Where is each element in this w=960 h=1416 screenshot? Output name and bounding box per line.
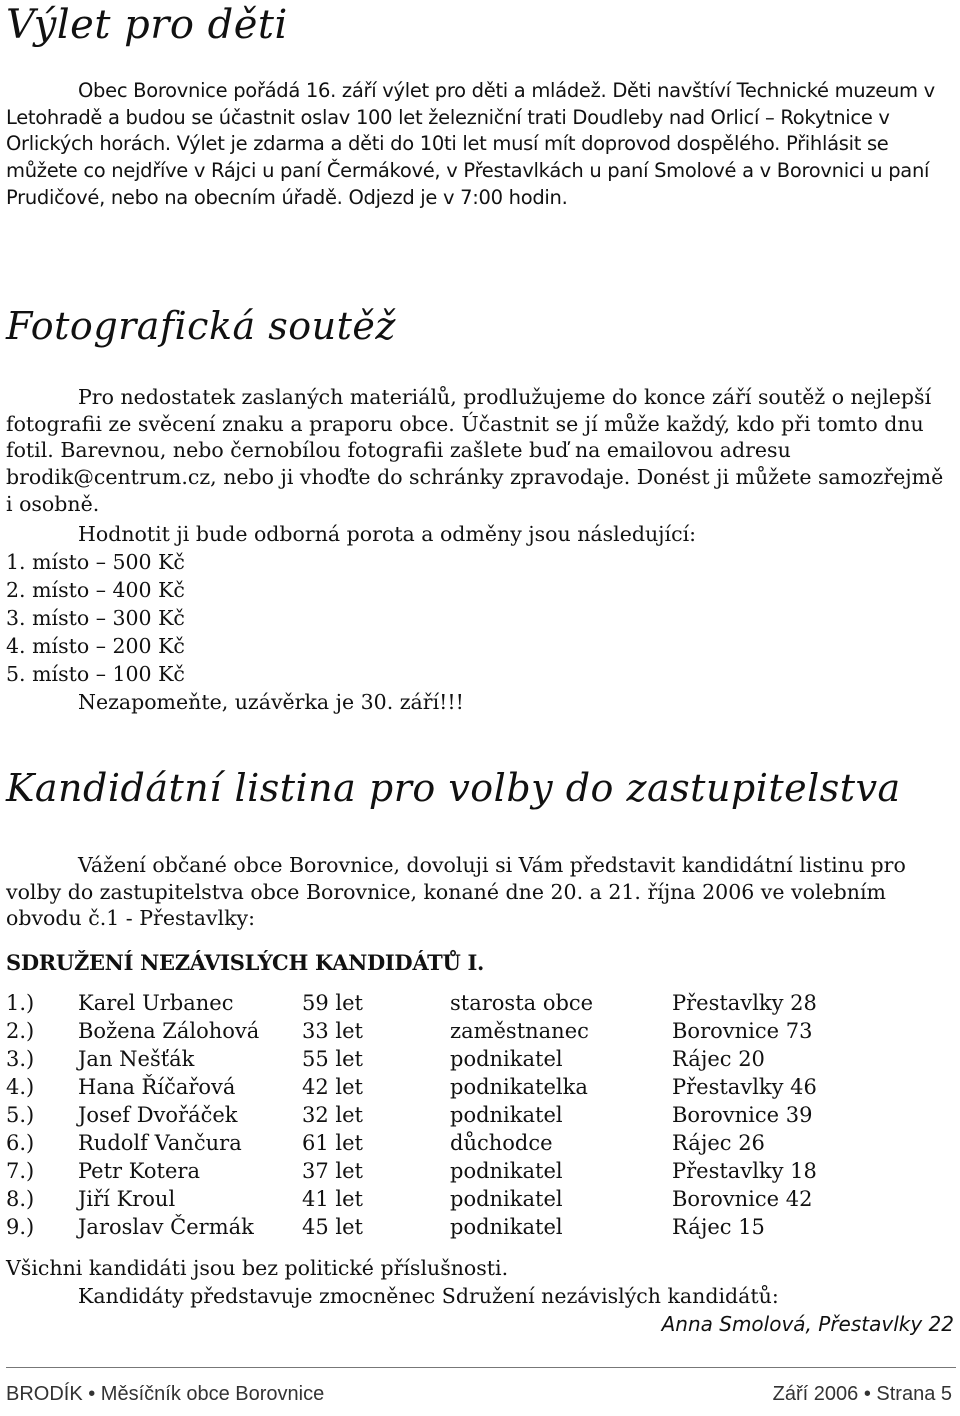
candidate-address: Přestavlky 28 — [672, 991, 817, 1015]
candidate-occupation: zaměstnanec — [450, 1019, 589, 1043]
prize-item: 2. místo – 400 Kč — [6, 578, 185, 602]
candidate-address: Rájec 26 — [672, 1131, 765, 1155]
candidate-address: Borovnice 39 — [672, 1103, 813, 1127]
candidate-number: 5.) — [6, 1103, 35, 1127]
candidate-number: 7.) — [6, 1159, 35, 1183]
prize-item: 3. místo – 300 Kč — [6, 606, 185, 630]
candidate-age: 33 let — [302, 1019, 363, 1043]
candidate-row — [6, 989, 817, 1017]
candidate-occupation: podnikatelka — [450, 1075, 588, 1099]
candidate-name: Karel Urbanec — [78, 991, 234, 1015]
candidate-name: Rudolf Vančura — [78, 1131, 242, 1155]
candidate-name: Jaroslav Čermák — [78, 1215, 254, 1239]
candidate-age: 37 let — [302, 1159, 363, 1183]
candidate-occupation: starosta obce — [450, 991, 594, 1015]
candidate-row — [6, 1157, 817, 1185]
candidate-name: Hana Říčařová — [78, 1075, 236, 1099]
candidate-number: 4.) — [6, 1075, 35, 1099]
candidate-occupation: podnikatel — [450, 1103, 563, 1127]
candidate-row — [6, 1129, 817, 1157]
candidate-number: 2.) — [6, 1019, 35, 1043]
candidates-paragraph: Vážení občané obce Borovnice, dovoluji si Vám představit kandidátní listinu pro volby do zastupitelstva obce Borovnice, konané dne 20. a 21. října 2006 ve volebním obvodu č.1 - Přestavlky: — [6, 853, 906, 931]
candidate-row — [6, 1073, 817, 1101]
prize-item: 1. místo – 500 Kč — [6, 550, 185, 574]
candidate-occupation: podnikatel — [450, 1187, 563, 1211]
candidate-age: 45 let — [302, 1215, 363, 1239]
footer-issue-page: Září 2006 • Strana 5 — [772, 1383, 952, 1405]
independence-note: Všichni kandidáti jsou bez politické příslušnosti. — [6, 1256, 509, 1280]
candidate-number: 6.) — [6, 1131, 35, 1155]
candidate-address: Rájec 15 — [672, 1215, 765, 1239]
prize-item: 4. místo – 200 Kč — [6, 634, 185, 658]
section-title-photo-contest: Fotografická soutěž — [6, 304, 396, 348]
candidate-name: Jan Nešťák — [78, 1047, 195, 1071]
candidate-occupation: podnikatel — [450, 1047, 563, 1071]
candidate-address: Přestavlky 18 — [672, 1159, 817, 1183]
candidate-occupation: důchodce — [450, 1131, 553, 1155]
candidate-name: Petr Kotera — [78, 1159, 200, 1183]
trip-paragraph: Obec Borovnice pořádá 16. září výlet pro děti a mládež. Děti navštíví Technické muzeum v Letohradě a budou se účastnit oslav 100 let železniční trati Doudleby nad Orlicí – Rokytnice v Orlických horách. Výlet je zdarma a děti do 10ti let musí mít doprovod dospělého. Přihlásit se můžete co nejdříve v Rájci u paní Čermákové, v Přestavlkách u paní Smolové a v Borovnici u paní Prudičové, nebo na obecním úřadě. Odjezd je v 7:00 hodin. — [6, 79, 935, 209]
group-name: SDRUŽENÍ NEZÁVISLÝCH KANDIDÁTŮ I. — [6, 950, 485, 975]
candidate-number: 8.) — [6, 1187, 35, 1211]
section-title-candidates: Kandidátní listina pro volby do zastupitelstva — [6, 766, 901, 810]
candidate-age: 61 let — [302, 1131, 363, 1155]
candidate-name: Josef Dvořáček — [78, 1103, 238, 1127]
candidate-address: Borovnice 42 — [672, 1187, 813, 1211]
candidate-table — [6, 989, 817, 1241]
candidate-age: 41 let — [302, 1187, 363, 1211]
prize-item: 5. místo – 100 Kč — [6, 662, 185, 686]
deadline-note: Nezapomeňte, uzávěrka je 30. září!!! — [78, 690, 464, 714]
candidate-age: 59 let — [302, 991, 363, 1015]
footer-publication: BRODÍK • Měsíčník obce Borovnice — [6, 1383, 325, 1405]
signature: Anna Smolová, Přestavlky 22 — [661, 1312, 954, 1336]
candidate-row — [6, 1185, 817, 1213]
candidate-age: 42 let — [302, 1075, 363, 1099]
candidate-row — [6, 1101, 817, 1129]
candidate-address: Rájec 20 — [672, 1047, 765, 1071]
candidate-name: Jiří Kroul — [78, 1187, 176, 1211]
footer-divider — [6, 1367, 956, 1368]
candidate-row — [6, 1017, 817, 1045]
prizes-intro: Hodnotit ji bude odborná porota a odměny jsou následující: — [78, 522, 697, 546]
candidate-row — [6, 1213, 817, 1241]
candidate-age: 55 let — [302, 1047, 363, 1071]
candidate-occupation: podnikatel — [450, 1215, 563, 1239]
candidate-name: Božena Zálohová — [78, 1019, 260, 1043]
candidate-row — [6, 1045, 817, 1073]
section-title-trip: Výlet pro děti — [6, 2, 288, 48]
candidate-address: Borovnice 73 — [672, 1019, 813, 1043]
candidate-number: 3.) — [6, 1047, 35, 1071]
photo-contest-paragraph: Pro nedostatek zaslaných materiálů, prodlužujeme do konce září soutěž o nejlepší fotografii ze svěcení znaku a praporu obce. Účastnit se jí může každý, kdo při tomto dnu fotil. Barevnou, nebo černobílou fotografii zašlete buď na emailovou adresu brodik@centrum.cz, nebo ji vhoďte do schránky zpravodaje. Donést ji můžete samozřejmě i osobně. — [6, 385, 944, 516]
candidate-age: 32 let — [302, 1103, 363, 1127]
candidate-occupation: podnikatel — [450, 1159, 563, 1183]
presenter-note: Kandidáty představuje zmocněnec Sdružení nezávislých kandidátů: — [78, 1284, 779, 1308]
candidate-number: 9.) — [6, 1215, 35, 1239]
candidate-address: Přestavlky 46 — [672, 1075, 817, 1099]
candidate-number: 1.) — [6, 991, 35, 1015]
